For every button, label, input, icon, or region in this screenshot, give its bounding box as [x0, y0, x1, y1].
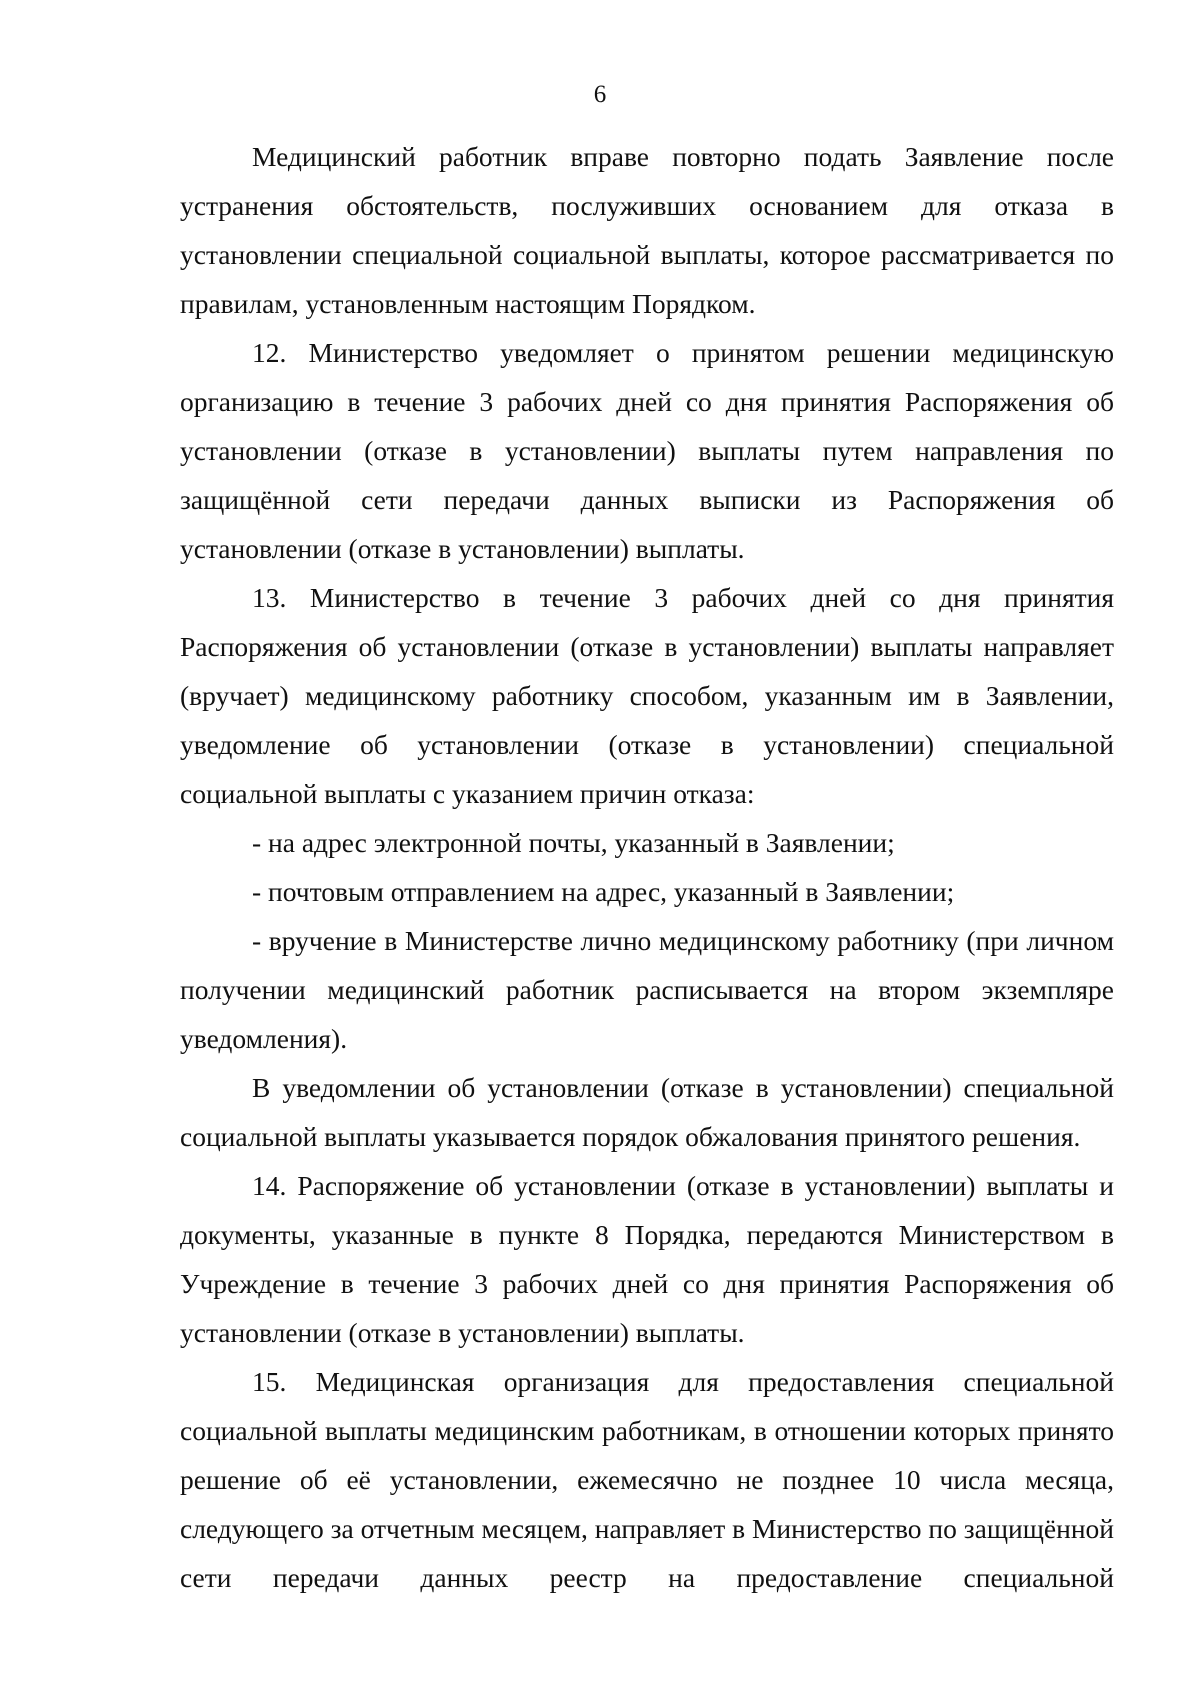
list-item-email: - на адрес электронной почты, указанный в Заявлении; [252, 827, 895, 858]
paragraph-12: 12. Министерство уведомляет о принятом решении медицинскую организацию в течение 3 рабочих дней со дня принятия Распоряжения об установлении (отказе в установлении) выплаты путем направления по защищённой сети передачи данных выписки из Распоряжения об установлении (отказе в установлении) выплаты. [180, 337, 1114, 564]
paragraph-14: 14. Распоряжение об установлении (отказе в установлении) выплаты и документы, указанные в пункте 8 Порядка, передаются Министерством в Учреждение в течение 3 рабочих дней со дня принятия Распоряжения об установлении (отказе в установлении) выплаты. [180, 1170, 1114, 1348]
paragraph-reapply: Медицинский работник вправе повторно подать Заявление после устранения обстоятельств, послуживших основанием для отказа в установлении специальной социальной выплаты, которое рассматривается по правилам, установленным настоящим Порядком. [180, 141, 1114, 319]
paragraph-appeal: В уведомлении об установлении (отказе в установлении) специальной социальной выплаты указывается порядок обжалования принятого решения. [180, 1072, 1114, 1152]
paragraph-13: 13. Министерство в течение 3 рабочих дней со дня принятия Распоряжения об установлении (отказе в установлении) выплаты направляет (вручает) медицинскому работнику способом, указанным им в Заявлении, уведомление об установлении (отказе в установлении) специальной социальной выплаты с указанием причин отказа: [180, 582, 1114, 809]
paragraph-15: 15. Медицинская организация для предоставления специальной социальной выплаты медицинским работникам, в отношении которых принято решение об её установлении, ежемесячно не позднее 10 числа месяца, следующего за отчетным месяцем, направляет в Министерство по защищённой сети передачи данных реестр на предоставление специальной [180, 1366, 1114, 1593]
list-item-post: - почтовым отправлением на адрес, указанный в Заявлении; [252, 876, 955, 907]
page-number: 6 [593, 81, 607, 108]
document-body [180, 132, 1114, 1602]
list-item-in-person: - вручение в Министерстве лично медицинскому работнику (при личном получении медицинский работник расписывается на втором экземпляре уведомления). [180, 925, 1114, 1054]
